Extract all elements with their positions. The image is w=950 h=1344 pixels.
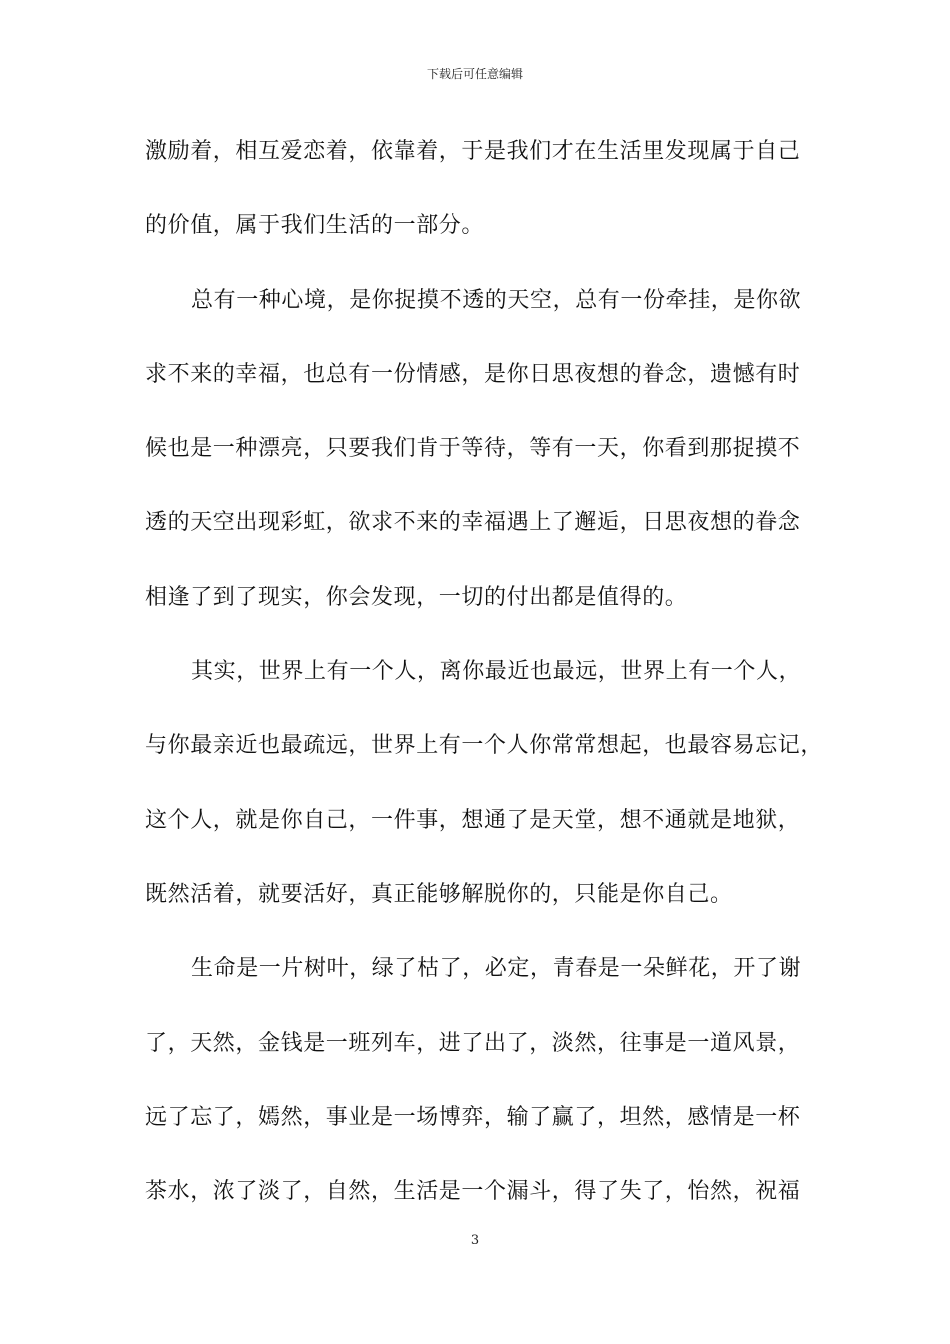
- text-line: 激励着，相互爱恋着，依靠着，于是我们才在生活里发现属于自己: [145, 139, 801, 164]
- text-line: 透的天空出现彩虹，欲求不来的幸福遇上了邂逅，日思夜想的眷念: [145, 510, 801, 536]
- text-line: 这个人，就是你自己，一件事，想通了是天堂，想不通就是地狱，: [145, 807, 801, 833]
- document-body: [145, 132, 825, 1246]
- paragraph-start-line: 生命是一片树叶，绿了枯了，必定，青春是一朵鲜花，开了谢: [191, 956, 802, 982]
- page-number: 3: [470, 1233, 480, 1248]
- text-line: 候也是一种漂亮，只要我们肯于等待，等有一天，你看到那捉摸不: [145, 436, 801, 462]
- text-line: 既然活着，就要活好，真正能够解脱你的，只能是你自己。: [145, 881, 733, 907]
- text-line: 相逢了到了现实，你会发现，一切的付出都是值得的。: [145, 584, 688, 610]
- text-line: 的价值，属于我们生活的一部分。: [145, 213, 485, 239]
- paragraph-start-line: 总有一种心境，是你捉摸不透的天空，总有一份牵挂，是你欲: [191, 287, 802, 313]
- paragraph-start-line: 其实，世界上有一个人，离你最近也最远，世界上有一个人，: [191, 659, 802, 685]
- text-line: 远了忘了，嫣然，事业是一场博弈，输了赢了，坦然，感情是一杯: [145, 1104, 801, 1130]
- text-line: 茶水，浓了淡了，自然，生活是一个漏斗，得了失了，怡然，祝福: [145, 1179, 801, 1205]
- text-line: 与你最亲近也最疏远，世界上有一个人你常常想起，也最容易忘记，: [145, 733, 824, 759]
- text-line: 求不来的幸福，也总有一份情感，是你日思夜想的眷念，遗憾有时: [145, 361, 801, 387]
- page-header: 下载后可任意编辑: [426, 67, 523, 81]
- text-line: 了，天然，金钱是一班列车，进了出了，淡然，往事是一道风景，: [145, 1030, 801, 1056]
